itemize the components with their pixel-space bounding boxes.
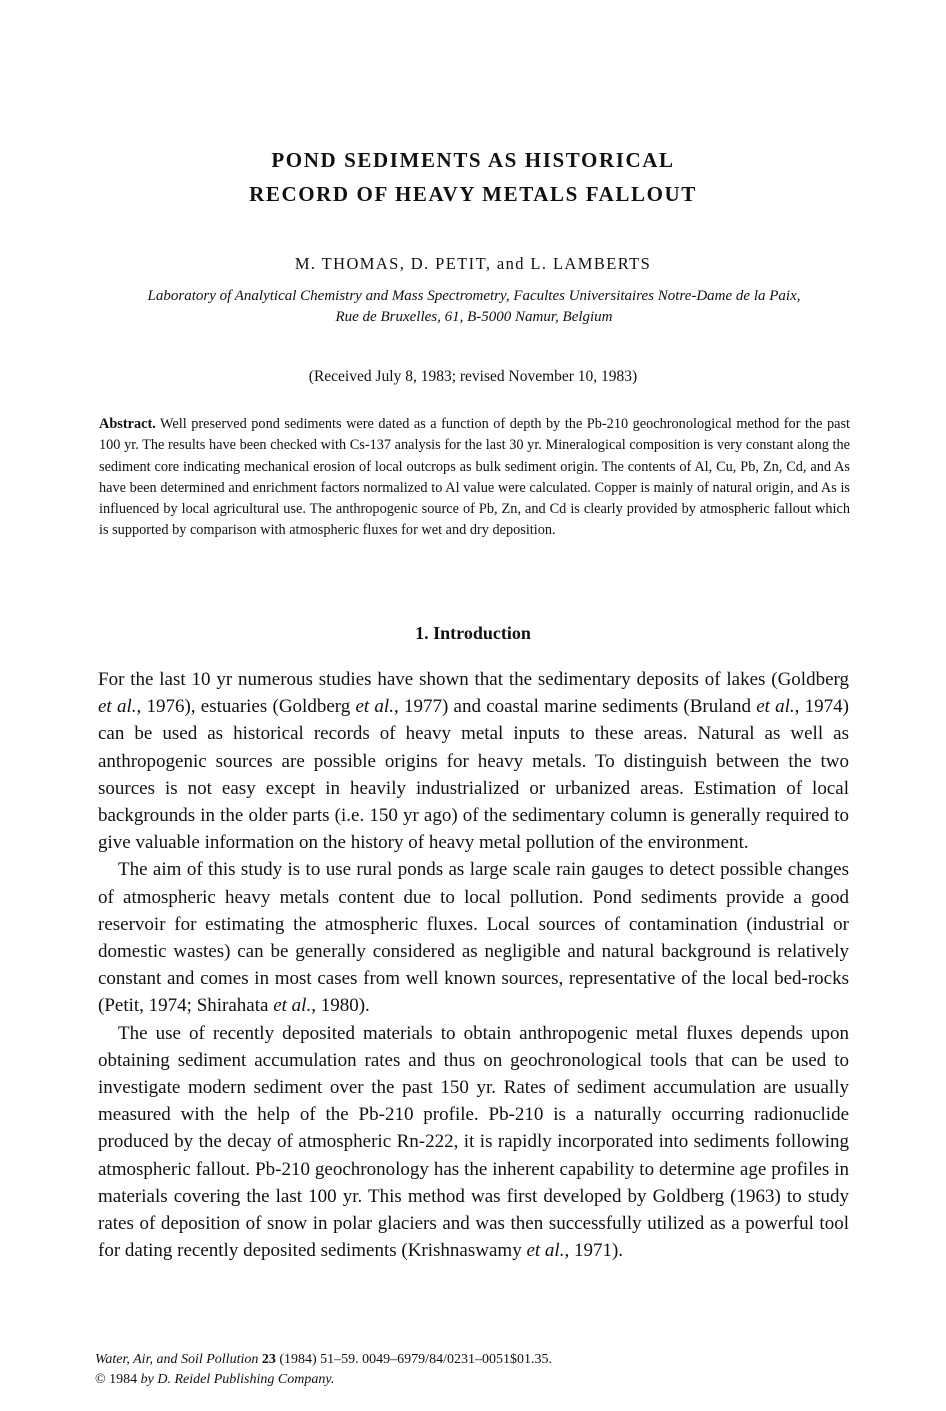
journal-name: Water, Air, and Soil Pollution [95,1352,259,1367]
affiliation-line-2: Rue de Bruxelles, 61, B-5000 Namur, Belgium [335,309,613,325]
introduction-body [98,666,849,1264]
author-list: M. THOMAS, D. PETIT, and L. LAMBERTS [294,254,652,273]
citation-et-al: et al. [273,995,312,1017]
paragraph-3-text: , 1971). [564,1240,624,1262]
copyright-line [95,1370,855,1390]
page-footer [95,1350,855,1390]
paper-title-line-1: POND SEDIMENTS AS HISTORICAL [271,148,675,172]
paper-title-line-2: RECORD OF HEAVY METALS FALLOUT [249,182,697,206]
citation-et-al: et al. [526,1240,565,1262]
paragraph-2-text: The aim of this study is to use rural ponds as large scale rain gauges to detect possible changes of atmospheric heavy metals content due to local pollution. Pond sediments provide a good reservoir for estimating the atmospheric fluxes. Local sources of contamination (industrial or domestic wastes) can be generally considered as negligible and natural background is relatively constant and comes in most cases from well known sources, representative of the local bed-rocks (Petit, 1974; Shirahata [98,859,849,1017]
abstract-text: Well preserved pond sediments were dated as a function of depth by the Pb-210 geochronological method for the past 100 yr. The results have been checked with Cs-137 analysis for the last 30 yr. Mineralogical composition is very constant along the sediment core indicating mechanical erosion of local outcrops as bulk sediment origin. The contents of Al, Cu, Pb, Zn, Cd, and As have been determined and enrichment factors normalized to Al value were calculated. Copper is mainly of natural origin, and As is influenced by local agricultural use. The anthropogenic source of Pb, Zn, and Cd is clearly provided by atmospheric fallout which is supported by comparison with atmospheric fluxes for wet and dry deposition. [99,416,850,539]
paragraph-1-text: , 1976), estuaries (Goldberg [136,696,356,718]
paragraph-1-text: For the last 10 yr numerous studies have shown that the sedimentary deposits of lakes (Goldberg [98,669,849,690]
journal-citation [95,1350,855,1370]
paragraph-2 [98,856,849,1019]
paragraph-3-text: The use of recently deposited materials to obtain anthropogenic metal fluxes depends upon obtaining sediment accumulation rates and thus on geochronological tools that can be used to investigate modern sediment over the past 150 yr. Rates of sediment accumulation are usually measured with the help of the Pb-210 profile. Pb-210 is a naturally occurring radionuclide produced by the decay of atmospheric Rn-222, it is rapidly incorporated into sediments following atmospheric fallout. Pb-210 geochronology has the inherent capability to determine age profiles in materials covering the last 100 yr. This method was first developed by Goldberg (1963) to study rates of deposition of snow in polar glaciers and was then successfully utilized as a powerful tool for dating recently deposited sediments (Krishnaswamy [98,1022,849,1262]
publisher-name: by D. Reidel Publishing Company. [140,1372,335,1387]
journal-volume: 23 [261,1352,276,1367]
citation-et-al: et al. [355,696,394,718]
paragraph-3 [98,1020,849,1265]
affiliation [98,286,850,328]
paragraph-1 [98,666,849,856]
abstract [99,414,850,542]
citation-et-al: et al. [98,696,137,718]
copyright-year: © 1984 [95,1372,141,1387]
citation-et-al: et al. [756,696,795,718]
section-heading-introduction: 1. Introduction [415,623,531,643]
paragraph-2-text: , 1980). [311,995,370,1017]
received-dates: (Received July 8, 1983; revised November 10, 1983) [308,368,638,385]
abstract-label: Abstract. [99,416,156,432]
paragraph-1-text: , 1977) and coastal marine sediments (Bruland [393,696,757,718]
paragraph-1-text: , 1974) can be used as historical records of heavy metal inputs to these areas. Natural as well as anthropogenic sources are possible origins for heavy metals. To distinguish between the two sources is not easy except in heavily industrialized or urbanized areas. Estimation of local backgrounds in the older parts (i.e. 150 yr ago) of the sedimentary column is generally required to give valuable information on the history of heavy metal pollution of the environment. [98,696,849,854]
journal-pages: (1984) 51–59. 0049–6979/84/0231–0051$01.35. [275,1352,552,1367]
affiliation-line-1: Laboratory of Analytical Chemistry and Mass Spectrometry, Facultes Universitaires Notre-Dame de la Paix, [147,288,801,304]
